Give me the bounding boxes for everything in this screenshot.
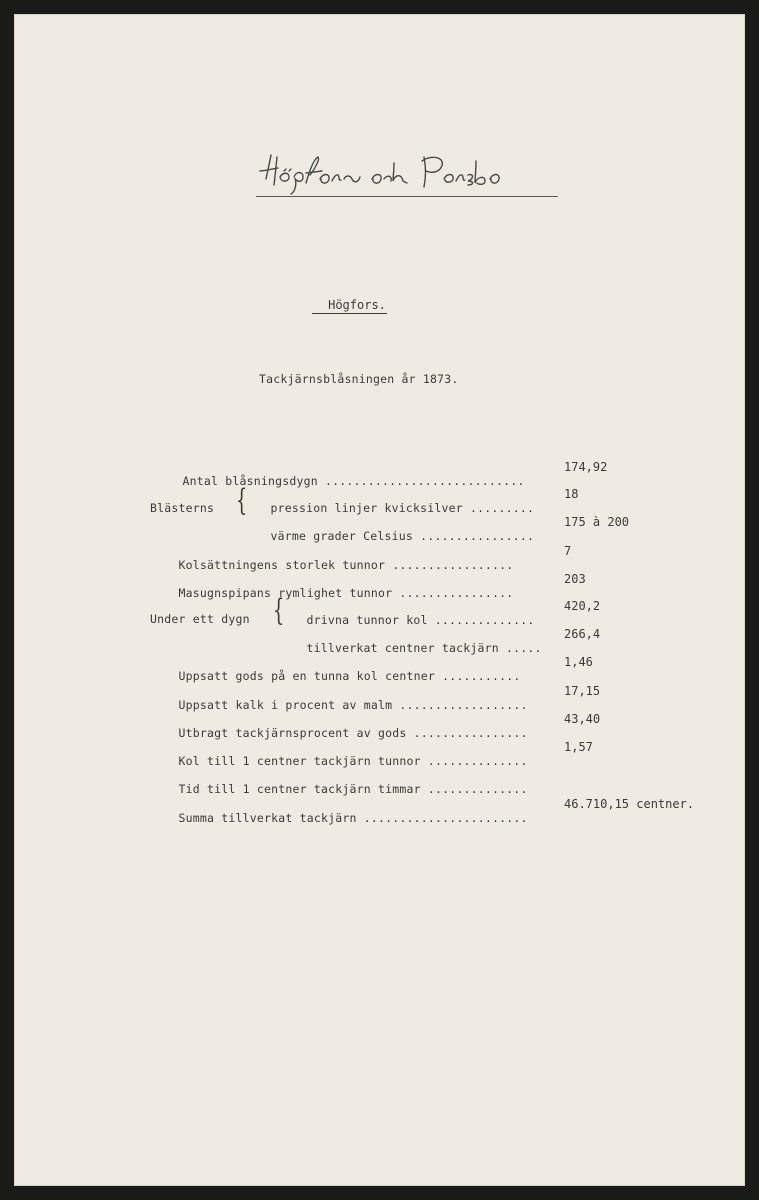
leader-dots: ......... [462,501,535,515]
brace: { [235,483,248,518]
row-value: 203 [564,572,586,586]
table-row [150,797,528,839]
row-label: Tid till 1 centner tackjärn timmar [178,782,421,796]
row-label: pression linjer kvicksilver [270,501,463,515]
leader-dots: ................ [412,529,535,543]
row-label: Kolsättningens storlek tunnor [178,558,386,572]
row-label: drivna tunnor kol [306,613,428,627]
row-value: 17,15 [564,684,601,698]
row-label: Antal blåsningsdygn [182,474,318,488]
handwritten-title-signature [244,149,544,199]
row-value: 1,46 [564,655,593,669]
leader-dots: ................ [392,586,514,600]
row-label: Utbragt tackjärnsprocent av gods [178,726,407,740]
row-label: Uppsatt kalk i procent av malm [178,698,393,712]
row-label: värme grader Celsius [270,529,413,543]
leader-dots: .............. [427,613,535,627]
group-label: Under ett dygn [150,612,250,626]
row-value: 18 [564,487,579,501]
row-value: 266,4 [564,627,601,641]
row-label: Uppsatt gods på en tunna kol centner [178,669,435,683]
leader-dots: ..... [498,641,542,655]
brace: { [272,593,285,628]
leader-dots: ............................ [317,474,525,488]
document-page [14,14,745,1186]
document-subtitle: Tackjärnsblåsningen år 1873. [259,372,459,386]
handwritten-title-underline [256,196,558,197]
row-label: Masugnspipans rymlighet tunnor [178,586,393,600]
row-value: 43,40 [564,712,601,726]
row-label: Kol till 1 centner tackjärn tunnor [178,754,421,768]
section-heading: Högfors. [328,298,386,312]
row-label: tillverkat centner tackjärn [306,641,499,655]
leader-dots: .............. [420,754,528,768]
row-value: 174,92 [564,460,608,474]
row-value: 46.710,15 centner. [564,797,695,811]
leader-dots: ................ [406,726,528,740]
leader-dots: ........... [434,669,521,683]
row-value: 7 [564,544,572,558]
group-label: Blästerns [150,501,215,515]
row-label: Summa tillverkat tackjärn [178,811,357,825]
row-value: 420,2 [564,599,601,613]
row-value: 175 à 200 [564,515,630,529]
row-value: 1,57 [564,740,593,754]
leader-dots: ................. [385,558,514,572]
section-heading-underline [312,313,387,314]
leader-dots: .................. [392,698,528,712]
leader-dots: .............. [420,782,528,796]
leader-dots: ....................... [356,811,528,825]
